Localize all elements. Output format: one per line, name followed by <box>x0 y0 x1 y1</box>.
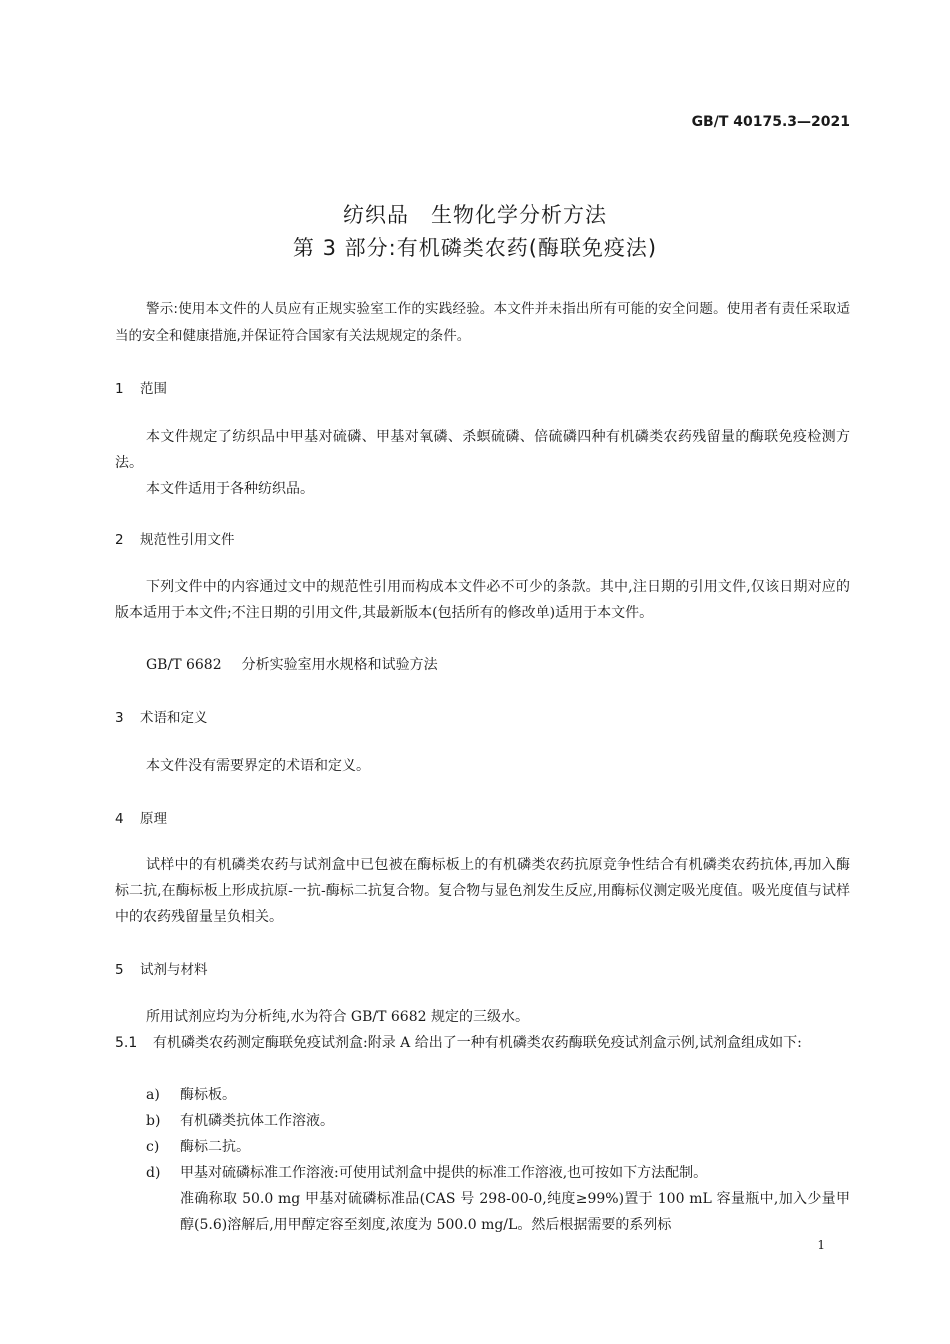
list-item <box>146 1134 250 1160</box>
warning-paragraph <box>115 296 850 350</box>
section-number: 1 <box>115 381 124 397</box>
document-subtitle: 第 3 部分:有机磷类农药(酶联免疫法) <box>292 236 658 260</box>
list-marker: d) <box>146 1165 161 1181</box>
list-text: 有机磷类抗体工作溶液。 <box>180 1113 334 1129</box>
section-number: 4 <box>115 811 124 827</box>
section-4-paragraph-1: 试样中的有机磷类农药与试剂盒中已包被在酶标板上的有机磷类农药抗原竞争性结合有机磷类农药抗体,再加入酶标二抗,在酶标板上形成抗原-一抗-酶标二抗复合物。复合物与显色剂发生反应,用酶标仪测定吸光度值。吸光度值与试样中的农药残留量呈负相关。 <box>115 857 850 925</box>
section-number: 3 <box>115 710 124 726</box>
section-heading-4 <box>115 807 167 827</box>
subclause-number: 5.1 <box>115 1035 138 1051</box>
standard-code: GB/T 40175.3—2021 <box>691 114 850 130</box>
section-1-paragraph-2: 本文件适用于各种纺织品。 <box>146 481 314 497</box>
list-text: 酶标二抗。 <box>180 1139 250 1155</box>
reference-title: 分析实验室用水规格和试验方法 <box>241 657 438 673</box>
section-heading-1 <box>115 377 167 397</box>
section-number: 5 <box>115 962 124 978</box>
section-title: 术语和定义 <box>140 710 208 726</box>
list-text: 酶标板。 <box>180 1087 236 1103</box>
section-number: 2 <box>115 532 124 548</box>
list-marker: b) <box>146 1113 161 1129</box>
subclause-text: 有机磷类农药测定酶联免疫试剂盒:附录 A 给出了一种有机磷类农药酶联免疫试剂盒示例,试剂盒组成如下: <box>153 1035 802 1051</box>
subclause-5-1 <box>115 1030 850 1056</box>
section-heading-3 <box>115 706 208 726</box>
section-title: 范围 <box>140 381 167 397</box>
section-1-paragraph-1: 本文件规定了纺织品中甲基对硫磷、甲基对氧磷、杀螟硫磷、倍硫磷四种有机磷类农药残留量的酶联免疫检测方法。 <box>115 429 850 471</box>
section-heading-5 <box>115 958 208 978</box>
section-heading-2 <box>115 528 235 548</box>
item-d-detail: 准确称取 50.0 mg 甲基对硫磷标准品(CAS 号 298-00-0,纯度≥99%)置于 100 mL 容量瓶中,加入少量甲醇(5.6)溶解后,用甲醇定容至刻度,浓度为 500.0 mg/L。然后根据需要的系列标 <box>180 1191 850 1233</box>
list-item <box>146 1082 236 1108</box>
document-title: 纺织品 生物化学分析方法 <box>343 203 607 227</box>
section-title: 规范性引用文件 <box>140 532 235 548</box>
list-marker: c) <box>146 1139 160 1155</box>
section-5-paragraph-1: 所用试剂应均为分析纯,水为符合 GB/T 6682 规定的三级水。 <box>146 1009 529 1025</box>
list-item <box>146 1108 334 1134</box>
section-2-paragraph-1: 下列文件中的内容通过文中的规范性引用而构成本文件必不可少的条款。其中,注日期的引用文件,仅该日期对应的版本适用于本文件;不注日期的引用文件,其最新版本(包括所有的修改单)适用于本文件。 <box>115 579 850 621</box>
warning-text: 警示:使用本文件的人员应有正规实验室工作的实践经验。本文件并未指出所有可能的安全问题。使用者有责任采取适当的安全和健康措施,并保证符合国家有关法规规定的条件。 <box>115 301 850 344</box>
list-marker: a) <box>146 1087 160 1103</box>
section-3-paragraph-1: 本文件没有需要界定的术语和定义。 <box>146 758 370 774</box>
section-title: 试剂与材料 <box>140 962 208 978</box>
normative-reference <box>146 652 438 678</box>
section-title: 原理 <box>140 811 167 827</box>
page-number: 1 <box>817 1238 825 1252</box>
list-text: 甲基对硫磷标准工作溶液:可使用试剂盒中提供的标准工作溶液,也可按如下方法配制。 <box>180 1165 708 1181</box>
list-item <box>146 1160 707 1186</box>
reference-code: GB/T 6682 <box>146 657 222 673</box>
